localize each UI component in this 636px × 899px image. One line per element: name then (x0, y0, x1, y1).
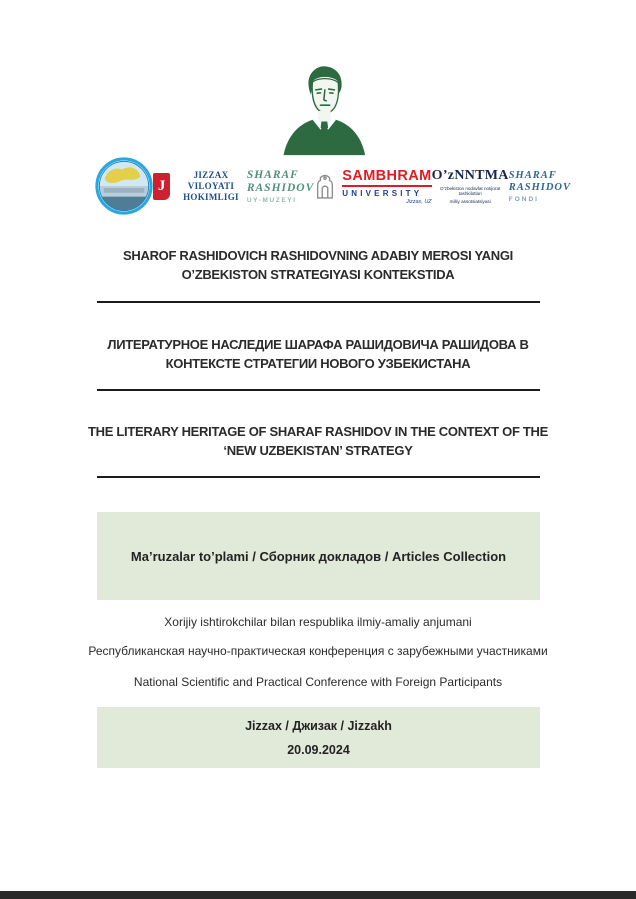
conference-line-russian: Республиканская научно-практическая конференция с зарубежными участниками (88, 644, 548, 658)
venue-band (97, 707, 540, 768)
title-russian-line2: КОНТЕКСТЕ СТРАТЕГИИ НОВОГО УЗБЕКИСТАНА (165, 356, 471, 371)
page-edge-bar (0, 891, 636, 899)
hokimlik-mark-icon (153, 173, 170, 200)
divider-rule-1 (97, 301, 540, 303)
hokimlik-line1: JIZZAX VILOYATI (187, 169, 235, 191)
sambhram-university-logo (314, 168, 431, 205)
sambhram-building-icon (314, 172, 336, 200)
sambhram-tagline: Jizzax, UZ (405, 198, 432, 205)
oznntma-sub1: O’zbekiston nodavlat notijorat tashkilotlari (440, 185, 501, 197)
venue-location: Jizzax / Джизак / Jizzakh (245, 718, 392, 733)
divider-rule-2 (97, 389, 540, 391)
fondi-line1: SHARAF (508, 169, 557, 181)
conference-line-uzbek: Xorijiy ishtirokchilar bilan respublika ilmiy-amaliy anjumani (164, 615, 472, 629)
hokimlik-line2: HOKIMLIGI (183, 191, 239, 202)
title-uzbek (83, 246, 553, 284)
title-uzbek-line1: SHAROF RASHIDOVICH RASHIDOVNING ADABIY MEROSI YANGI (123, 248, 513, 263)
title-english-line1: THE LITERARY HERITAGE OF SHARAF RASHIDOV IN THE CONTEXT OF THE (87, 424, 548, 439)
museum-line1: SHARAF (246, 168, 299, 181)
museum-line3: UY-MUZEYI (246, 196, 297, 204)
sambhram-label (342, 168, 431, 205)
title-russian-line1: ЛИТЕРАТУРНОЕ НАСЛЕДИЕ ШАРАФА РАШИДОВИЧА РАШИДОВА В (107, 337, 529, 352)
logo-row (95, 155, 571, 217)
venue-date: 20.09.2024 (287, 742, 350, 757)
title-uzbek-line2: O’ZBEKISTON STRATEGIYASI KONTEKSTIDA (181, 267, 455, 282)
uy-muzeyi-logo (247, 169, 314, 204)
conference-line-english: National Scientific and Practical Conference with Foreign Participants (133, 675, 503, 689)
oznntma-sub2: milliy assotsiatsiyasi (449, 198, 491, 204)
jizzax-region-emblem-logo (95, 157, 153, 215)
sambhram-name: SAMBHRAM (342, 168, 431, 187)
museum-line2: RASHIDOV (246, 181, 315, 194)
collection-band (97, 512, 540, 600)
rashidov-fondi-logo (509, 170, 571, 203)
title-english (83, 422, 553, 460)
divider-rule-3 (97, 476, 540, 478)
rashidov-portrait (275, 62, 373, 158)
title-english-line2: ‘NEW UZBEKISTAN’ STRATEGY (223, 443, 413, 458)
fondi-line2: RASHIDOV (508, 181, 571, 193)
hokimlik-label (175, 170, 247, 203)
oznntma-name: O’zNNTMA (431, 167, 509, 183)
sambhram-sub: UNIVERSITY (342, 188, 423, 198)
fondi-line3: FONDI (508, 195, 539, 203)
oznntma-logo (432, 168, 509, 205)
collection-band-text: Ma’ruzalar to’plami / Сборник докладов / Articles Collection (130, 548, 507, 564)
hokimlik-mark-letter: J (157, 177, 166, 194)
hokimlik-logo (153, 170, 247, 203)
jizzax-emblem-icon (95, 157, 153, 215)
title-russian (83, 335, 553, 373)
portrait-illustration (275, 62, 373, 158)
